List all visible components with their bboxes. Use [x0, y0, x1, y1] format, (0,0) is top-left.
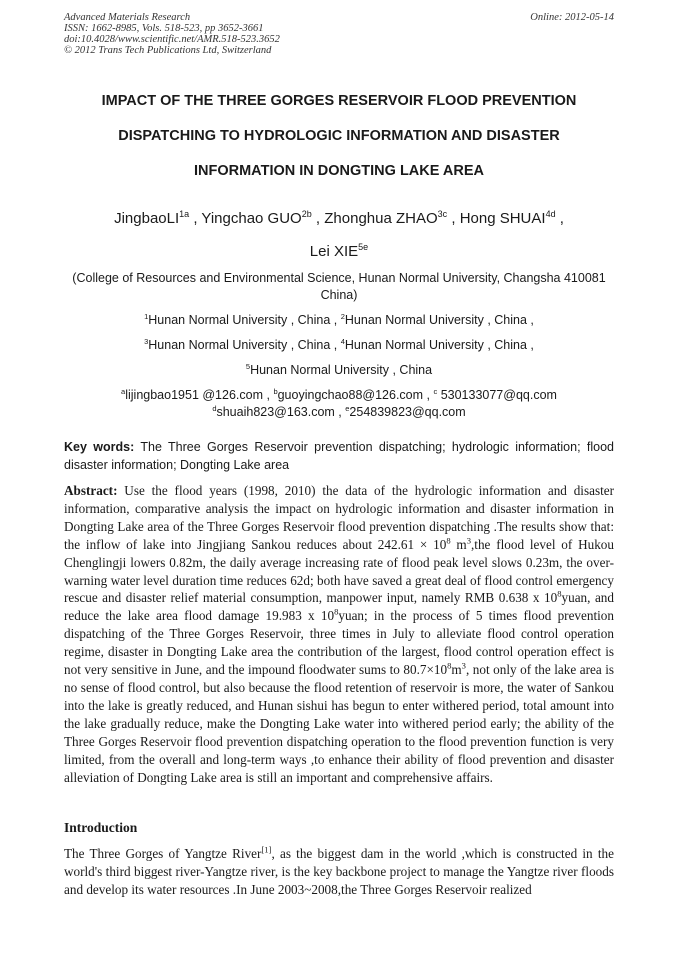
author-sup: 1a: [179, 209, 190, 219]
keywords-label: Key words:: [64, 440, 135, 454]
journal-header: [64, 12, 614, 56]
affiliation-line-1: $^1$Hunan Normal University , China , $^2$Hunan Normal University , China ,: [144, 311, 534, 327]
title-line-2: DISPATCHING TO HYDROLOGIC INFORMATION AND DISASTER: [118, 128, 560, 144]
affiliations: [60, 270, 618, 421]
title-line-1: IMPACT OF THE THREE GORGES RESERVOIR FLOOD PREVENTION: [101, 93, 577, 109]
journal-issn: ISSN: 1662-8985, Vols. 518-523, pp 3652-3661: [64, 23, 264, 34]
email-line-1: $^a$lijingbao1951 @126.com , $^b$guoyingchao88@126.com , $^c$ 530133077@qq.com: [121, 386, 557, 402]
author-name: Lei XIE: [309, 243, 359, 260]
author-name: Yingchao GUO: [201, 210, 302, 227]
affiliation-line-3: $^5$Hunan Normal University , China: [245, 361, 433, 377]
online-date: Online: 2012-05-14: [530, 12, 614, 23]
email-line-2: $^d$shuaih823@163.com , $^e$254839823@qq.com: [212, 403, 466, 419]
author-sup: 3c: [437, 209, 448, 219]
author-sup: 2b: [301, 209, 312, 219]
journal-copyright: © 2012 Trans Tech Publications Ltd, Switzerland: [64, 45, 272, 56]
affiliation-line-2: $^3$Hunan Normal University , China , $^4$Hunan Normal University , China ,: [144, 336, 534, 352]
journal-name: Advanced Materials Research: [64, 12, 191, 23]
affiliation-main: (College of Resources and Environmental Science, Hunan Normal University, Changsha 410081 China): [72, 271, 606, 302]
abstract: Abstract: Use the flood years (1998, 2010) the data of the hydrologic information and disaster information, comparative analysis the impact on hydrologic information and disaster information in Dongting Lake area of the Three Gorges Reservoir flood prevention dispatching .The results show that: the inflow of lake into Jingjiang Sankou reduces about $242.61 \times 10^8$ $m^3,the$ flood level of Hukou Chenglingji lowers 0.82m, the daily average increasing rate of flood peak level slows 0.23m, the over-warning water level duration time reduces 62d; both have saved a great deal of flood control emergency rescue and disaster relief material consumption, manpower input, namely RMB 0.638 x $10^8yuan$, and reduce the lake area flood damage 19.983 x $10^8yuan$; in the process of 5 times flood prevention dispatching of the Three Gorges Reservoir, three times in July to alleviate flood control operation regime, disaster in Dongting Lake area the contribution of the largest, flood control operation effect is not very sensitive in June, and the impound floodwater sums to $80.7\times 10^8m^3$, not only of the lake area is no sense of flood control, but also because the flood retention of reservoir is more, the water of Sankou into the lake is greatly reduced, and Hunan sishui has begun to enter withered period, total amount into the lake gradually reduce, make the Dongting Lake water into withered period early; the ability of the Three Gorges Reservoir flood prevention dispatching operation to the flood prevention function is very limited, from the overall and long-term ways ,to enhance their ability of flood prevention and disaster alleviation of Dongting Lake area is still an important and comprehensive affairs.: [64, 483, 614, 785]
paper-title: [40, 84, 638, 189]
journal-doi: doi:10.4028/www.scientific.net/AMR.518-523.3652: [64, 34, 280, 45]
author-name: JingbaoLI: [114, 210, 180, 227]
author-list: JingbaoLI$^{1a}$ , Yingchao $GUO^{2b}$ , Zhonghua $ZHAO^{3c}$ , Hong $SHUAI^{4d}$ , Lei $XIE^{5e}$: [114, 209, 564, 260]
author-name: Hong SHUAI: [459, 210, 546, 227]
citation-ref: [1]: [261, 844, 272, 855]
keywords: [64, 438, 614, 474]
author-name: Zhonghua ZHAO: [324, 210, 438, 227]
author-sup: 4d: [545, 209, 556, 219]
author-sup: 5e: [358, 242, 369, 252]
title-line-3: INFORMATION IN DONGTING LAKE AREA: [194, 163, 484, 179]
introduction-body: The Three Gorges of Yangtze River[1], as the biggest dam in the world ,which is constructed in the world's third biggest river-Yangtze river, is the key backbone project to manage the Yangtze river floods and develop its water resources .In June 2003~2008,the Three Gorges Reservoir realized: [64, 844, 614, 897]
abstract-label: Abstract:: [64, 483, 118, 498]
introduction-heading: Introduction: [64, 820, 138, 835]
keywords-text: The Three Gorges Reservoir prevention dispatching; hydrologic information; flood disaster information; Dongting Lake area: [64, 440, 614, 472]
